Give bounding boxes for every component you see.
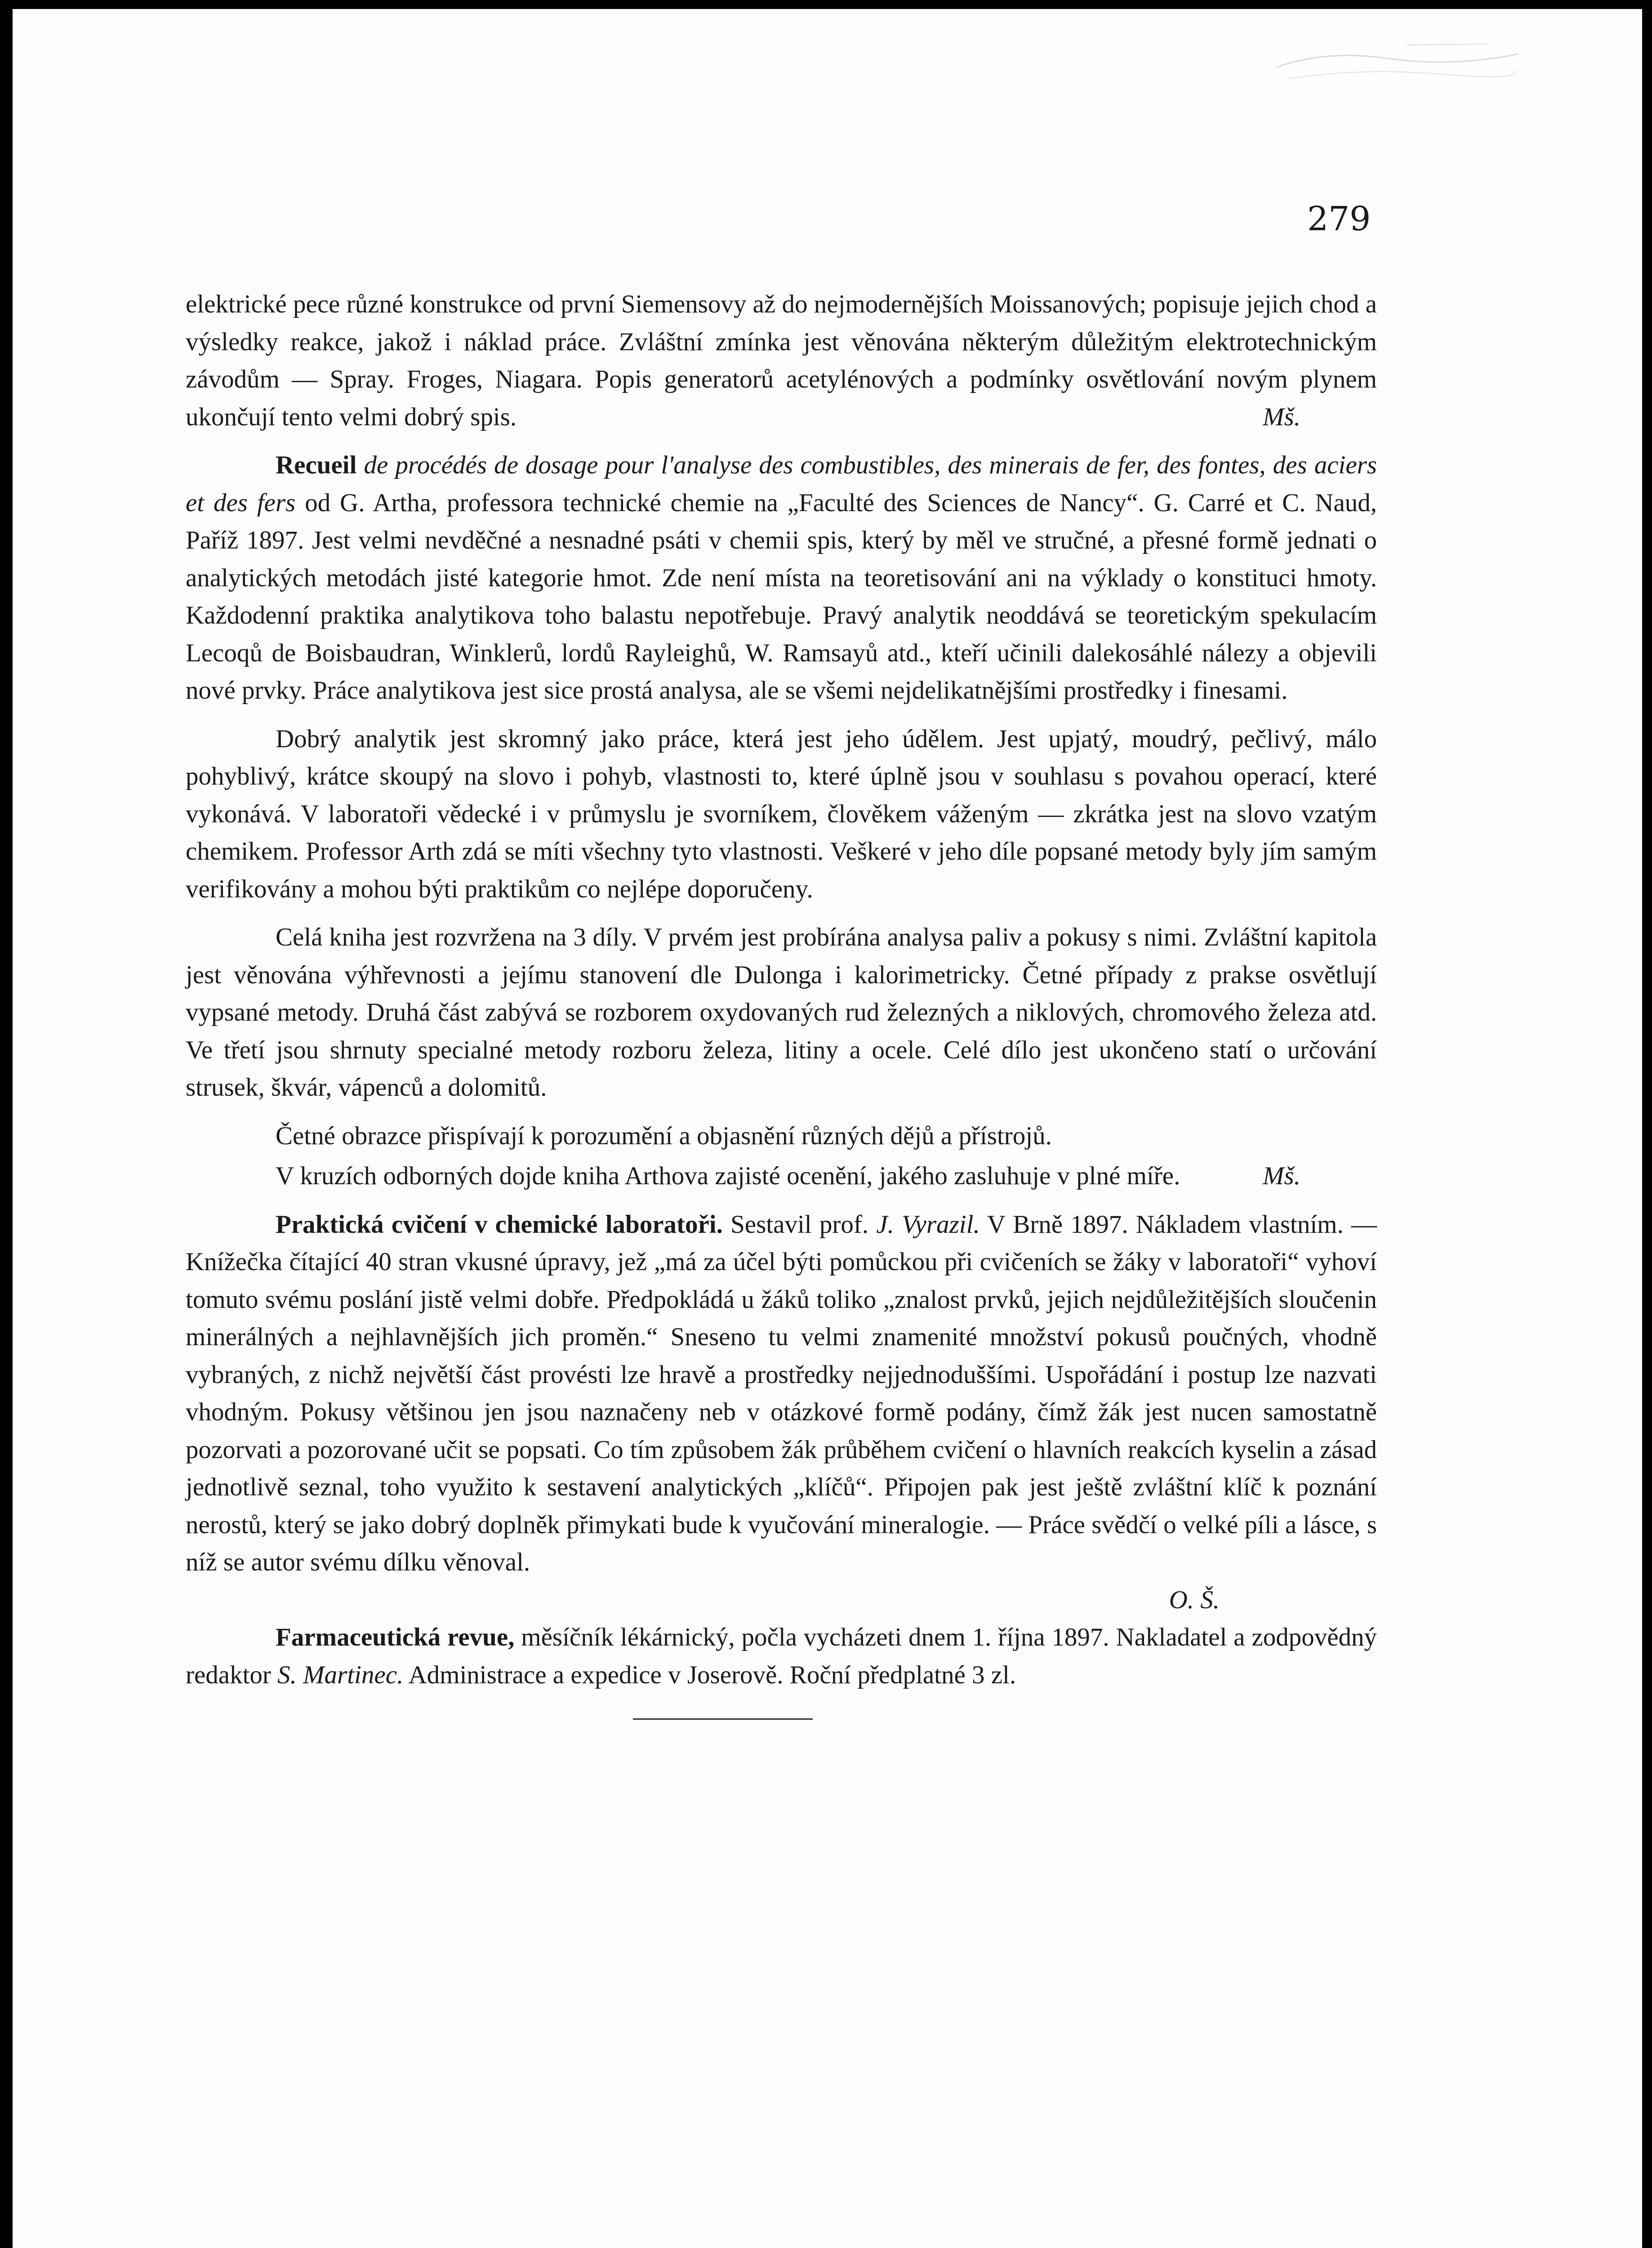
section-divider (633, 1718, 813, 1720)
page-content (186, 285, 1377, 1720)
signature-ms-1: Mš. (1263, 402, 1300, 431)
review-recueil-title-rest: de procédés de dosage pour l'analyse des combustibles, des minerais de fer, des fontes, des aciers et des fers (186, 451, 1377, 517)
review-recueil-paragraph-1 (186, 446, 1377, 709)
review-farmaceuticka-body-after: Administrace a expedice v Joserově. Roční předplatné 3 zl. (408, 1660, 1016, 1689)
page-number: 279 (1307, 200, 1371, 238)
review-recueil-body: od G. Artha, professora technické chemie na „Faculté des Sciences de Nancy“. G. Carré et C. Naud, Paříž 1897. Jest velmi nevděčné a nesnadné psáti v chemii spis, který by měl ve stručné, a přesné formě jednati o analytických metodách jisté kategorie hmot. Zde není místa na teoretisování ani na výklady o konstituci hmoty. Každodenní praktika analytikova toho balastu nepotřebuje. Pravý analytik neoddává se teoretickým spekulacím Lecoqů de Boisbaudran, Winklerů, lordů Rayleighů, W. Ramsayů atd., kteří učinili dalekosáhlé nálezy a objevili nové prvky. Práce analytikova jest sice prostá analysa, ale se všemi nejdelikatnějšími prostředky i finesami. (186, 488, 1377, 705)
signature-os: O. Š. (1169, 1585, 1220, 1614)
review-farmaceuticka-body-before: měsíčník lékárnický, počla vycházeti dnem 1. října 1897. Nakladatel a zodpovědný redaktor (186, 1623, 1377, 1689)
document-page (13, 9, 1642, 2248)
review-recueil-paragraph-4: Četné obrazce přispívají k porozumění a objasnění různých dějů a přístrojů. (276, 1121, 1052, 1150)
signature-ms-2: Mš. (1263, 1162, 1300, 1190)
review-prakticka-body: V Brně 1897. Nákladem vlastním. — Knížečka čítající 40 stran vkusné úpravy, jež „má za účel býti pomůckou při cvičeních se žáky v laboratoři“ vyhoví tomuto svému poslání jistě velmi dobře. Předpokládá u žáků toliko „znalost prvků, jejich nejdůležitějších sloučenin minerálných a nejhlavnějších jich proměn.“ Sneseno tu velmi znamenité množství pokusů poučných, vhodně vybraných, z nichž největší část provésti lze hravě a prostředky nejjednoduššími. Uspořádání i postup lze nazvati vhodným. Pokusy většinou jen jsou naznačeny neb v otázkové formě podány, čímž žák jest nucen samostatně pozorvati a pozorované učit se popsati. Co tím způsobem žák průběhem cvičení o hlavních reakcích kyselin a zásad jednotlivě seznal, toho využito k sestavení analytických „klíčů“. Připojen pak jest ještě zvláštní klíč k poznání nerostů, který se jako dobrý doplněk přimykati bude k vyučování mineralogie. — Práce svědčí o velké píli a lásce, s níž se autor svému dílku věnoval. (186, 1210, 1377, 1576)
review-prakticka-title: Praktická cvičení v chemické laboratoři. (276, 1210, 723, 1239)
review-prakticka-author: J. Vyrazil. (876, 1210, 980, 1239)
article-continuation (186, 285, 1377, 436)
review-recueil-paragraph-2: Dobrý analytik jest skromný jako práce, která jest jeho údělem. Jest upjatý, moudrý, pečlivý, málo pohyblivý, krátce skoupý na slovo i pohyb, vlastnosti to, které úplně jsou v souhlasu s povahou operací, které vykonává. V laboratoři vědecké i v průmyslu je svorníkem, člověkem váženým — zkrátka jest na slovo vzatým chemikem. Professor Arth zdá se míti všechny tyto vlastnosti. Veškeré v jeho díle popsané metody byly jím samým verifikovány a mohou býti praktikům co nejlépe doporučeny. (186, 724, 1377, 903)
review-prakticka-intro: Sestavil prof. (730, 1210, 869, 1239)
review-recueil-paragraph-3: Celá kniha jest rozvržena na 3 díly. V prvém jest probírána analysa paliv a pokusy s nimi. Zvláštní kapitola jest věnována výhřevnosti a jejímu stanovení dle Dulonga i kalorimetricky. Četné případy z prakse osvětlují vypsané metody. Druhá část zabývá se rozborem oxydovaných rud železných a niklových, chromového železa atd. Ve třetí jsou shrnuty specialné metody rozboru železa, litiny a ocele. Celé dílo jest ukončeno statí o určování strusek, škvár, vápenců a dolomitů. (186, 923, 1377, 1102)
review-farmaceuticka-title: Farmaceutická revue, (276, 1623, 515, 1651)
review-farmaceuticka-editor: S. Martinec. (277, 1660, 404, 1689)
review-recueil-paragraph-5: V kruzích odborných dojde kniha Arthova zajisté ocenění, jakého zasluhuje v plné míře. (276, 1162, 1180, 1190)
review-prakticka-paragraph (186, 1206, 1377, 1581)
review-recueil-title: Recueil (276, 451, 357, 479)
article-continuation-text: elektrické pece různé konstrukce od první Siemensovy až do nejmodernějších Moissanových; popisuje jejich chod a výsledky reakce, jakož i náklad práce. Zvláštní zmínka jest věnována některým důležitým elektrotechnickým závodům — Spray. Froges, Niagara. Popis generatorů acetylénových a podmínky osvětlování novým plynem ukončují tento velmi dobrý spis. (186, 290, 1377, 431)
scan-artifact-image (1271, 36, 1523, 90)
review-farmaceuticka-paragraph (186, 1619, 1377, 1694)
